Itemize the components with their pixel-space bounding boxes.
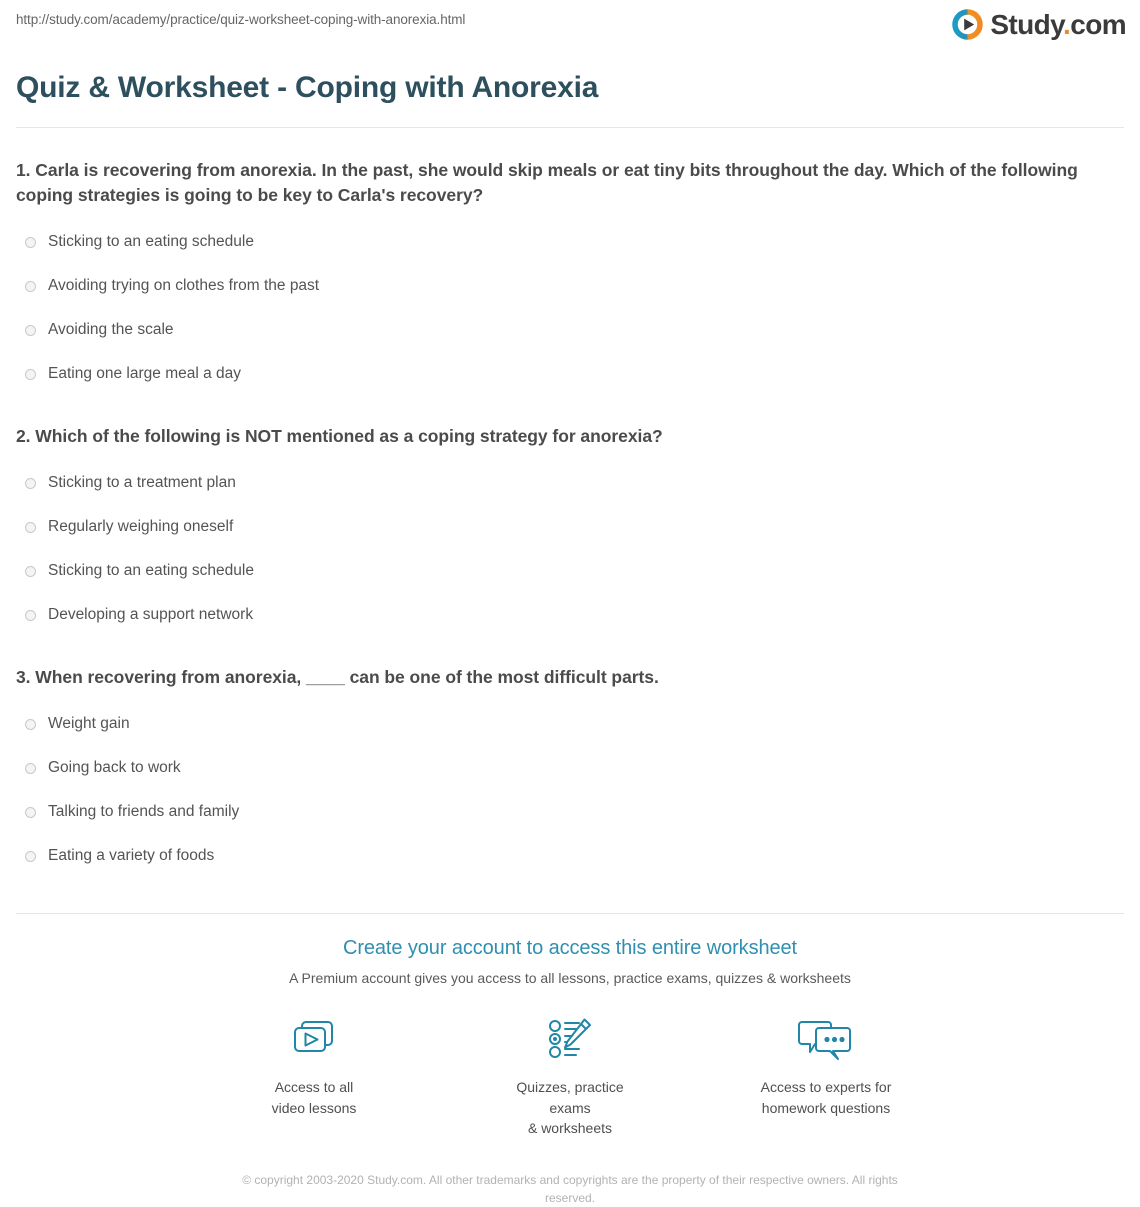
feature-list — [0, 1014, 1140, 1138]
play-circle-icon — [952, 9, 983, 40]
answer-option[interactable] — [16, 506, 1124, 550]
feature-quizzes — [494, 1014, 646, 1138]
question-text: 3. When recovering from anorexia, ____ can be one of the most difficult parts. — [16, 666, 659, 687]
radio-button-icon[interactable] — [25, 851, 36, 862]
answer-option[interactable] — [16, 353, 1124, 397]
answer-option-label: Talking to friends and family — [48, 803, 240, 821]
cta-headline[interactable]: Create your account to access this entire worksheet — [342, 937, 797, 960]
signup-cta — [0, 914, 1140, 1207]
question-text: 2. Which of the following is NOT mentioned as a coping strategy for anorexia? — [16, 425, 663, 446]
answer-option-label: Going back to work — [48, 759, 181, 777]
study-com-logo[interactable] — [952, 9, 1126, 40]
radio-button-icon[interactable] — [25, 237, 36, 248]
logo-dot: . — [1063, 8, 1071, 40]
answer-option-label: Regularly weighing oneself — [48, 518, 234, 536]
answer-option[interactable] — [16, 265, 1124, 309]
answer-option-label: Avoiding the scale — [48, 321, 174, 339]
video-lessons-icon — [288, 1014, 340, 1066]
radio-button-icon[interactable] — [25, 763, 36, 774]
radio-button-icon[interactable] — [25, 719, 36, 730]
logo-wordmark — [990, 8, 1126, 40]
answer-option[interactable] — [16, 550, 1124, 594]
answer-option-label: Developing a support network — [48, 606, 254, 624]
answer-option-label: Avoiding trying on clothes from the past — [48, 277, 320, 295]
answer-options — [16, 702, 1124, 878]
radio-button-icon[interactable] — [25, 325, 36, 336]
feature-video-lessons — [238, 1014, 390, 1138]
answer-option[interactable] — [16, 834, 1124, 878]
radio-button-icon[interactable] — [25, 522, 36, 533]
quiz-checklist-pencil-icon — [544, 1014, 596, 1066]
answer-option-label: Sticking to an eating schedule — [48, 562, 254, 580]
quiz-questions — [0, 158, 1140, 878]
answer-option-label: Sticking to a treatment plan — [48, 474, 236, 492]
title-divider — [16, 127, 1124, 128]
answer-option-label: Eating one large meal a day — [48, 365, 242, 383]
feature-label: Access to experts for homework questions — [760, 1079, 892, 1116]
radio-button-icon[interactable] — [25, 281, 36, 292]
answer-option[interactable] — [16, 702, 1124, 746]
page-url: http://study.com/academy/practice/quiz-worksheet-coping-with-anorexia.html — [16, 12, 466, 27]
radio-button-icon[interactable] — [25, 807, 36, 818]
answer-option[interactable] — [16, 594, 1124, 638]
question-3 — [16, 665, 1124, 879]
answer-option[interactable] — [16, 221, 1124, 265]
question-2 — [16, 424, 1124, 638]
page-title: Quiz & Worksheet - Coping with Anorexia — [16, 71, 599, 104]
page-header — [0, 0, 1140, 56]
radio-button-icon[interactable] — [25, 566, 36, 577]
question-1 — [16, 158, 1124, 397]
cta-subtext: A Premium account gives you access to all lessons, practice exams, quizzes & worksheets — [289, 970, 851, 987]
answer-option[interactable] — [16, 790, 1124, 834]
answer-option[interactable] — [16, 309, 1124, 353]
logo-word-com: com — [1070, 8, 1126, 40]
radio-button-icon[interactable] — [25, 478, 36, 489]
feature-experts — [750, 1014, 902, 1138]
question-text: 1. Carla is recovering from anorexia. In the past, she would skip meals or eat tiny bits throughout the day. Which of the following coping strategies is going to be key to Carla's recovery? — [16, 160, 1078, 205]
feature-label: Access to all video lessons — [271, 1079, 357, 1116]
radio-button-icon[interactable] — [25, 369, 36, 380]
answer-option-label: Sticking to an eating schedule — [48, 233, 254, 251]
answer-option-label: Weight gain — [48, 715, 130, 733]
answer-option[interactable] — [16, 462, 1124, 506]
copyright-text: © copyright 2003-2020 Study.com. All other trademarks and copyrights are the property of their respective owners. All rights reserved. — [242, 1173, 898, 1206]
answer-option[interactable] — [16, 746, 1124, 790]
feature-label: Quizzes, practice exams & worksheets — [516, 1079, 624, 1136]
answer-options — [16, 462, 1124, 638]
radio-button-icon[interactable] — [25, 610, 36, 621]
answer-option-label: Eating a variety of foods — [48, 847, 215, 865]
logo-word-study: Study — [990, 8, 1064, 40]
chat-bubbles-icon — [797, 1014, 855, 1066]
answer-options — [16, 221, 1124, 397]
